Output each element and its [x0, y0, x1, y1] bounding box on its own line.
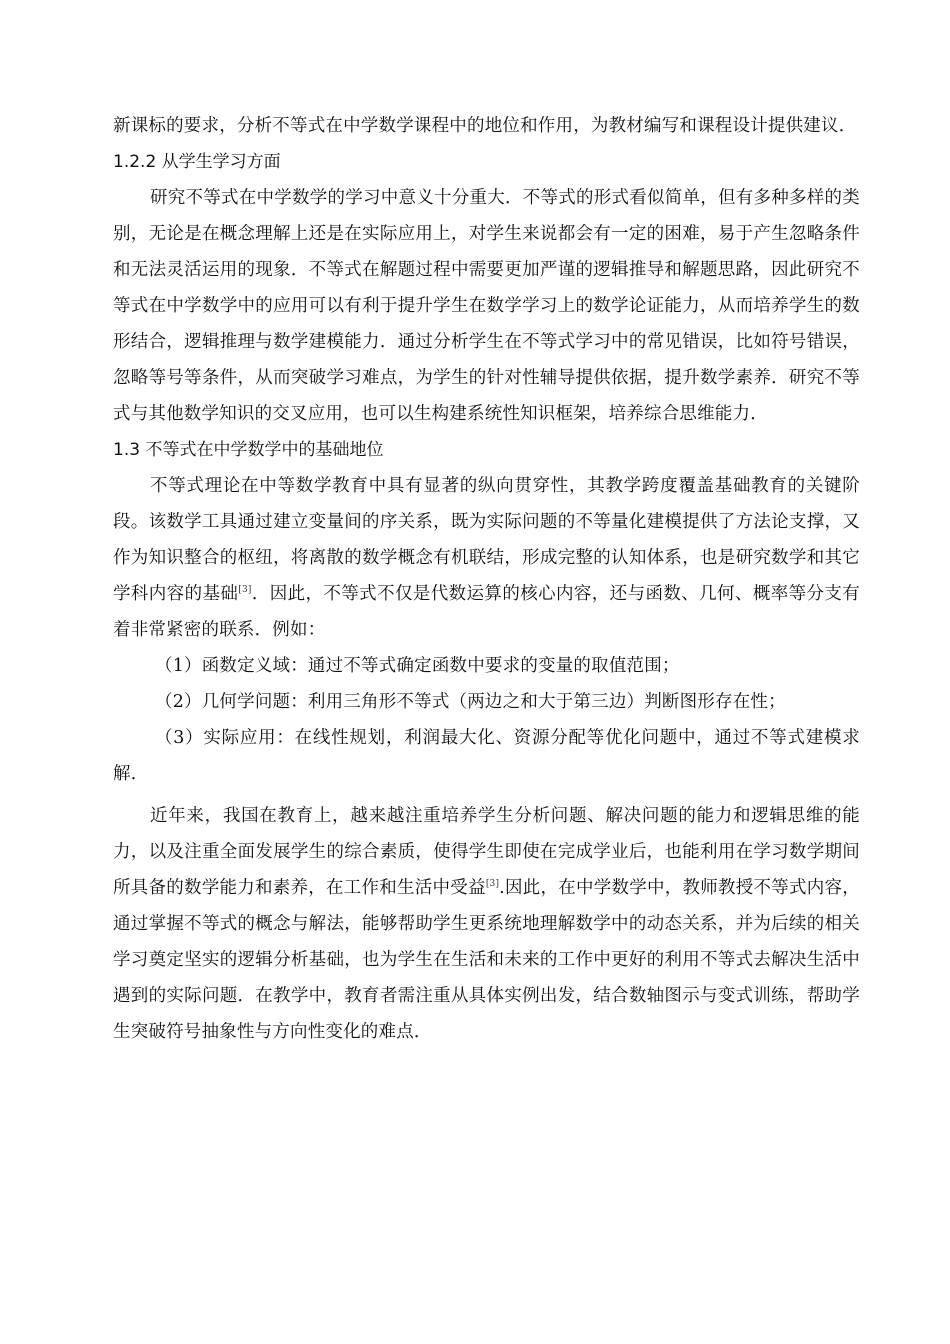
intro-paragraph: 新课标的要求，分析不等式在中学数学课程中的地位和作用，为教材编写和课程设计提供建议． — [113, 116, 857, 136]
list-item-application: （3）实际应用：在线性规划，利润最大化、资源分配等优化问题中，通过不等式建模求解． — [113, 728, 860, 784]
paragraph-foundation-text-a: 不等式理论在中等数学教育中具有显著的纵向贯穿性，其教学跨度覆盖基础教育的关键阶段。该数学工具通过建立变量间的序关系，既为实际问题的不等量化建模提供了方法论支撑，又作为知识整合的枢纽，将离散的数学概念有机联结，形成完整的认知体系，也是研究数学和其它学科内容的基础 — [113, 476, 860, 604]
paragraph-foundation-text-b: ．因此，不等式不仅是代数运算的核心内容，还与函数、几何、概率等分支有着非常紧密的联系．例如： — [113, 584, 860, 640]
paragraph-foundation — [113, 468, 860, 648]
list-item-function-domain: （1）函数定义域：通过不等式确定函数中要求的变量的取值范围； — [155, 656, 680, 676]
section-heading-1-3: 1.3 不等式在中学数学中的基础地位 — [113, 440, 384, 460]
document-page — [113, 108, 860, 1050]
paragraph-education-text-b: .因此，在中学数学中，教师教授不等式内容，通过掌握不等式的概念与解法，能够帮助学生更系统地理解数学中的动态关系，并为后续的相关学习奠定坚实的逻辑分析基础，也为学生在生活和未来的工作中更好的利用不等式去解决生活中遇到的实际问题．在教学中，教育者需注重从具体实例出发，结合数轴图示与变式训练，帮助学生突破符号抽象性与方向性变化的难点． — [113, 878, 860, 1042]
paragraph-education-text-a: 近年来，我国在教育上，越来越注重培养学生分析问题、解决问题的能力和逻辑思维的能力，以及注重全面发展学生的综合素质，使得学生即使在完成学业后，也能利用在学习数学期间所具备的数学能力和素养，在工作和生活中受益 — [113, 806, 860, 898]
list-item-geometry: （2）几何学问题：利用三角形不等式（两边之和大于第三边）判断图形存在性； — [155, 692, 786, 712]
citation-ref: [3] — [485, 879, 500, 890]
citation-ref: [3] — [238, 585, 252, 596]
paragraph-student-learning: 研究不等式在中学数学的学习中意义十分重大．不等式的形式看似简单，但有多种多样的类别，无论是在概念理解上还是在实际应用上，对学生来说都会有一定的困难，易于产生忽略条件和无法灵活运用的现象．不等式在解题过程中需要更加严谨的逻辑推导和解题思路，因此研究不等式在中学数学中的应用可以有利于提升学生在数学学习上的数学论证能力，从而培养学生的数形结合，逻辑推理与数学建模能力．通过分析学生在不等式学习中的常见错误，比如符号错误，忽略等号等条件，从而突破学习难点，为学生的针对性辅导提供依据，提升数学素养．研究不等式与其他数学知识的交叉应用，也可以生构建系统性知识框架，培养综合思维能力． — [113, 188, 860, 424]
section-heading-1-2-2: 1.2.2 从学生学习方面 — [113, 152, 281, 172]
paragraph-education — [113, 798, 860, 1050]
